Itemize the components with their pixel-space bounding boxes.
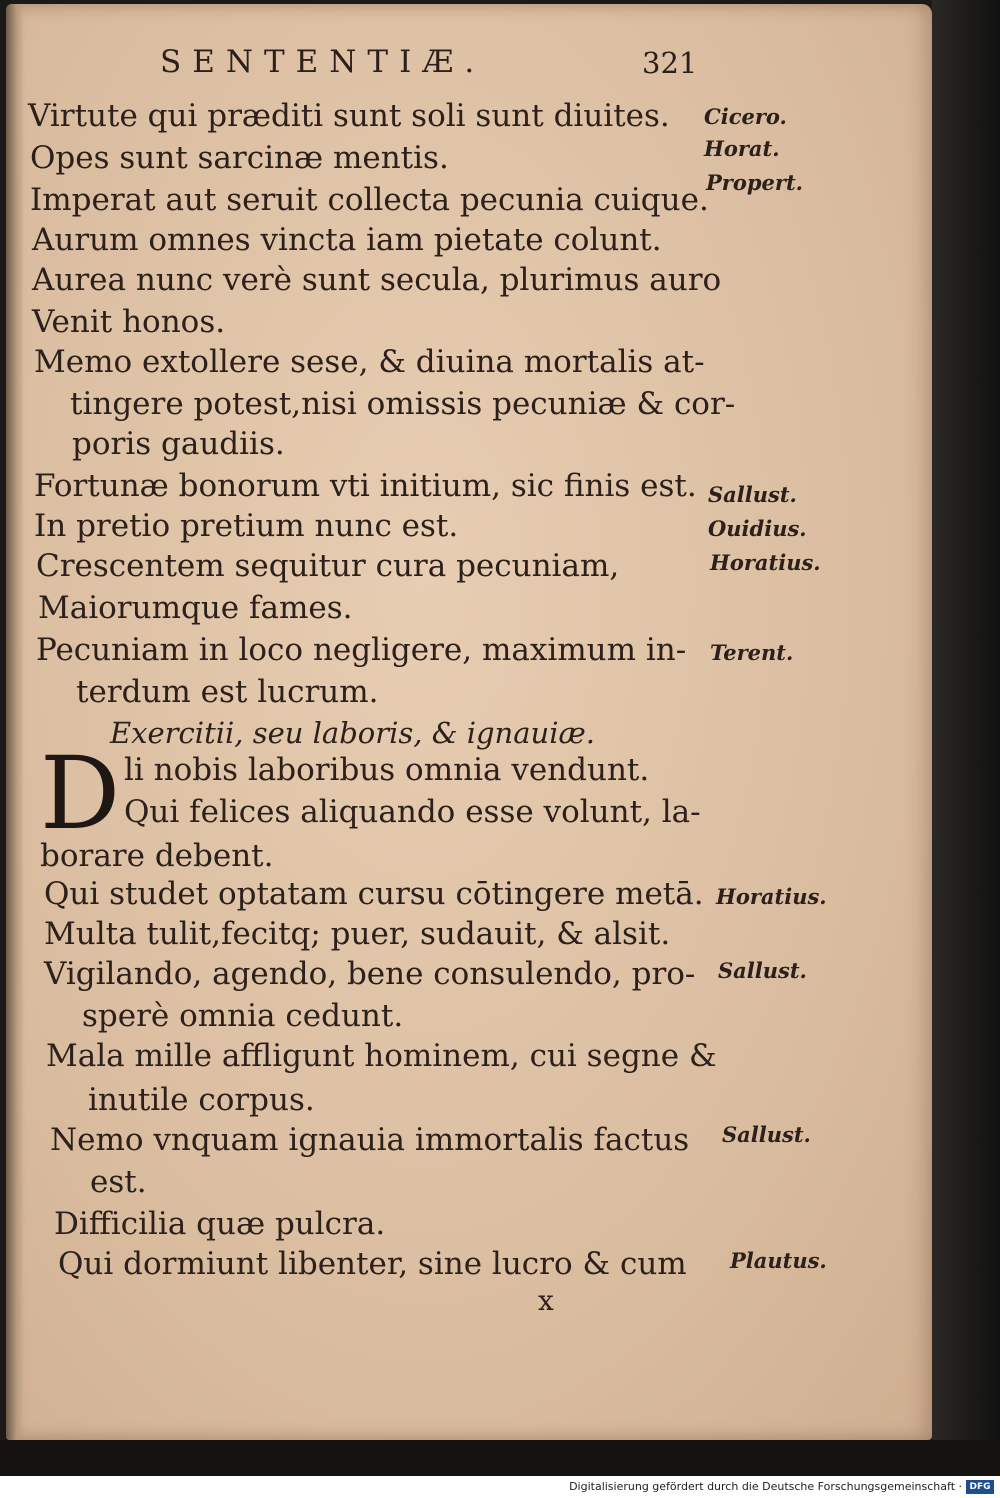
margin-note: Ouidius. bbox=[708, 516, 807, 541]
text-line: In pretio pretium nunc est. bbox=[34, 508, 459, 544]
text-line: poris gaudiis. bbox=[72, 426, 285, 462]
margin-note: Sallust. bbox=[708, 482, 797, 507]
margin-note: Plautus. bbox=[730, 1248, 827, 1273]
page-edge-shadow bbox=[932, 0, 1000, 1475]
text-line: Memo extollere sese, & diuina mortalis at- bbox=[34, 344, 705, 380]
scan-background bbox=[0, 1440, 1000, 1476]
text-line: Crescentem sequitur cura pecuniam, bbox=[36, 548, 620, 584]
text-line: Mala mille affligunt hominem, cui segne & bbox=[46, 1038, 717, 1074]
funding-notice: Digitalisierung gefördert durch die Deutsche Forschungsgemeinschaft · bbox=[569, 1480, 962, 1493]
text-line: Difficilia quæ pulcra. bbox=[54, 1206, 386, 1242]
margin-note: Sallust. bbox=[722, 1122, 811, 1147]
margin-note: Terent. bbox=[710, 640, 794, 665]
text-line: li nobis laboribus omnia vendunt. bbox=[124, 752, 650, 788]
text-line: Opes sunt sarcinæ mentis. bbox=[30, 140, 449, 176]
page-gutter bbox=[6, 4, 24, 1440]
catchword: x bbox=[538, 1284, 554, 1317]
text-line: Imperat aut seruit collecta pecunia cuique. bbox=[30, 182, 709, 218]
section-heading: Exercitii, seu laboris, & ignauiæ. bbox=[110, 716, 595, 750]
text-line: Maiorumque fames. bbox=[38, 590, 353, 626]
margin-note: Horat. bbox=[704, 136, 780, 161]
text-line: terdum est lucrum. bbox=[76, 674, 379, 710]
margin-note: Horatius. bbox=[710, 550, 821, 575]
text-line: inutile corpus. bbox=[88, 1082, 315, 1118]
dfg-logo: DFG bbox=[966, 1480, 994, 1494]
drop-cap: D bbox=[40, 735, 121, 852]
text-line: Qui felices aliquando esse volunt, la- bbox=[124, 794, 701, 830]
margin-note: Propert. bbox=[706, 170, 803, 195]
footer-bar bbox=[0, 1476, 1000, 1498]
text-line: Pecuniam in loco negligere, maximum in- bbox=[36, 632, 687, 668]
margin-note: Cicero. bbox=[704, 104, 787, 129]
page-number: 321 bbox=[642, 46, 698, 80]
text-line: Multa tulit,fecitq; puer, sudauit, & alsit. bbox=[44, 916, 671, 952]
text-line: Fortunæ bonorum vti initium, sic finis est. bbox=[34, 468, 697, 504]
margin-note: Horatius. bbox=[716, 884, 827, 909]
text-line: Aurea nunc verè sunt secula, plurimus auro bbox=[32, 262, 722, 298]
text-line: Qui studet optatam cursu cōtingere metā. bbox=[44, 876, 704, 912]
text-line: Virtute qui præditi sunt soli sunt diuites. bbox=[28, 98, 670, 134]
text-line: Vigilando, agendo, bene consulendo, pro- bbox=[44, 956, 696, 992]
text-line: est. bbox=[90, 1164, 147, 1200]
text-line: Venit honos. bbox=[32, 304, 226, 340]
page-header bbox=[160, 44, 700, 84]
text-line: sperè omnia cedunt. bbox=[82, 998, 404, 1034]
text-line: borare debent. bbox=[40, 838, 274, 874]
margin-note: Sallust. bbox=[718, 958, 807, 983]
text-line: Aurum omnes vincta iam pietate colunt. bbox=[32, 222, 662, 258]
text-line: Qui dormiunt libenter, sine lucro & cum bbox=[58, 1246, 687, 1282]
text-line: tingere potest,nisi omissis pecuniæ & cor- bbox=[70, 386, 736, 422]
text-line: Nemo vnquam ignauia immortalis factus bbox=[50, 1122, 690, 1158]
running-head: SENTENTIÆ. bbox=[160, 44, 486, 80]
